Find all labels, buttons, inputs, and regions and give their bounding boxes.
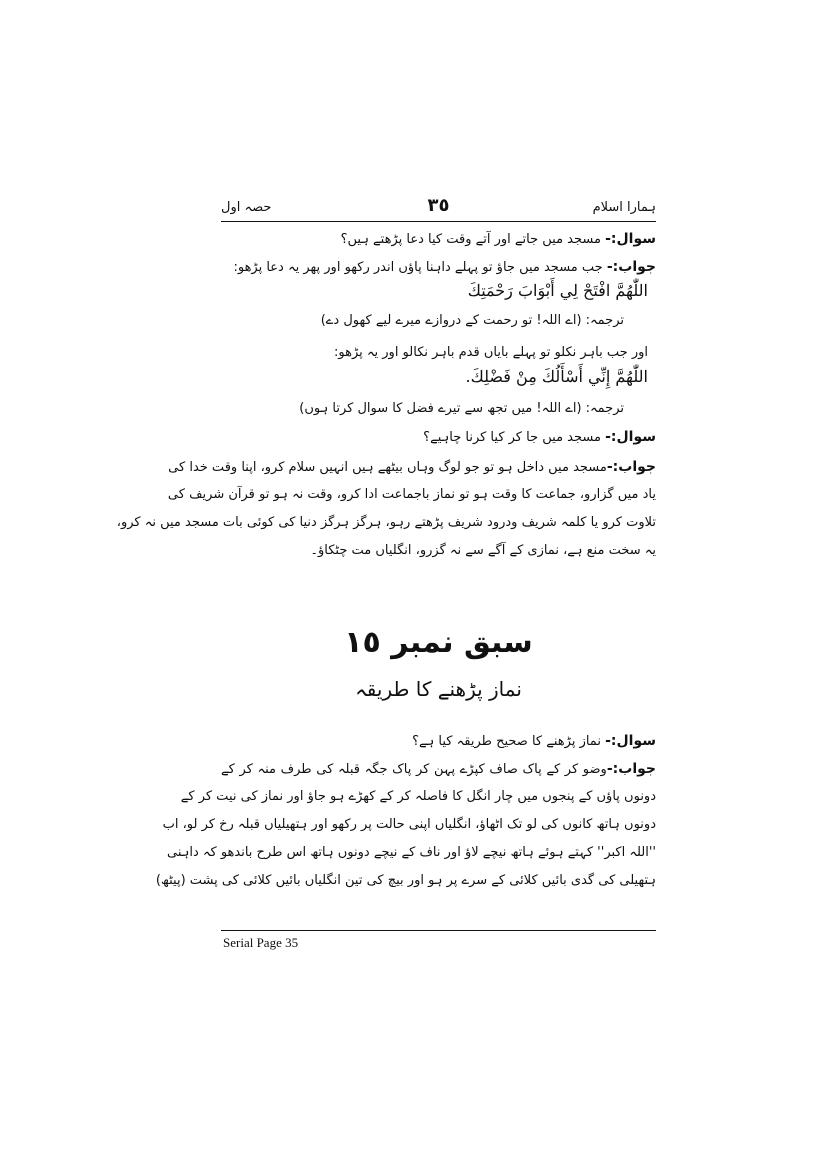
book-page <box>116 195 656 965</box>
question-text: نماز پڑھنے کا صحیح طریقہ کیا ہے؟ <box>412 734 601 749</box>
question-label: سوال:- <box>605 429 656 445</box>
lesson-subtitle: نماز پڑھنے کا طریقہ <box>355 677 522 701</box>
answer-3-line-3: دونوں ہاتھ کانوں کی لو تک اٹھاؤ، انگلیاں اپنی حالت پر رکھو اور ہتھیلیاں قبلہ رخ کر لو، اب <box>162 817 656 832</box>
answer-text: وضو کر کے پاک صاف کپڑے پہن کر پاک جگہ قبلہ کی طرف منہ کر کے <box>221 762 607 777</box>
answer-label: جواب:- <box>606 761 656 777</box>
answer-text: مسجد میں داخل ہو تو جو لوگ وہاں بیٹھے ہیں انہیں سلام کرو، اپنا وقت خدا کی <box>168 460 607 475</box>
answer-2-line-1 <box>168 457 656 478</box>
page-header <box>221 195 656 222</box>
question-label: سوال:- <box>605 733 656 749</box>
part-label: حصہ اول <box>221 200 272 215</box>
answer-2-line-3: تلاوت کرو یا کلمہ شریف ودرود شریف پڑھتے رہو، ہرگز ہرگز دنیا کی کوئی بات مسجد میں نہ کرو، <box>116 515 656 530</box>
exit-instruction: اور جب باہر نکلو تو پہلے بایاں قدم باہر نکالو اور یہ پڑھو: <box>334 345 648 360</box>
answer-label: جواب:- <box>606 459 656 475</box>
translation-2: ترجمہ: (اے اللہ! میں تجھ سے تیرے فضل کا سوال کرتا ہوں) <box>299 401 624 416</box>
serial-page-label: Serial Page 35 <box>223 935 299 950</box>
question-text: مسجد میں جاتے اور آتے وقت کیا دعا پڑھتے ہیں؟ <box>340 232 601 247</box>
translation-1: ترجمہ: (اے اللہ! تو رحمت کے دروازے میرے لیے کھول دے) <box>320 313 624 328</box>
page-footer <box>221 930 656 950</box>
question-text: مسجد میں جا کر کیا کرنا چاہیے؟ <box>423 430 601 445</box>
dua-entering: اللّٰهُمَّ افْتَحْ لِي أَبْوَابَ رَحْمَتِكَ <box>467 281 648 300</box>
answer-3-line-5: ہتھیلی کی گدی بائیں کلائی کے سرے پر ہو اور بیچ کی تین انگلیاں بائیں کلائی کی پشت (پیٹھ) <box>155 873 656 888</box>
lesson-title: سبق نمبر ١٥ <box>344 625 533 660</box>
answer-2-line-2: یاد میں گزارو، جماعت کا وقت ہو تو نماز باجماعت ادا کرو، وقت نہ ہو تو قرآن شریف کی <box>167 487 656 502</box>
page-number: ٣٥ <box>427 195 450 216</box>
answer-3-line-2: دونوں پاؤں کے پنجوں میں چار انگل کا فاصلہ کر کے کھڑے ہو جاؤ اور نماز کی نیت کر کے <box>180 789 656 804</box>
question-1 <box>341 229 656 250</box>
question-3 <box>412 731 656 752</box>
answer-3-line-1 <box>221 759 656 780</box>
answer-3-line-4: ''اللہ اکبر'' کہتے ہوئے ہاتھ نیچے لاؤ اور ناف کے نیچے دونوں ہاتھ اس طرح باندھو کہ داہنی <box>166 845 656 860</box>
answer-2-line-4: یہ سخت منع ہے، نمازی کے آگے سے نہ گزرو، انگلیاں مت چٹکاؤ۔ <box>310 543 656 558</box>
answer-label: جواب:- <box>606 259 656 275</box>
question-label: سوال:- <box>605 231 656 247</box>
question-2 <box>423 427 656 448</box>
dua-exiting: اللّٰهُمَّ إِنِّي أَسْأَلُكَ مِنْ فَضْلِكَ. <box>465 367 648 386</box>
answer-text: جب مسجد میں جاؤ تو پہلے داہنا پاؤں اندر رکھو اور پھر یہ دعا پڑھو: <box>233 260 603 275</box>
answer-1 <box>233 257 656 278</box>
book-title: ہمارا اسلام <box>592 200 656 215</box>
